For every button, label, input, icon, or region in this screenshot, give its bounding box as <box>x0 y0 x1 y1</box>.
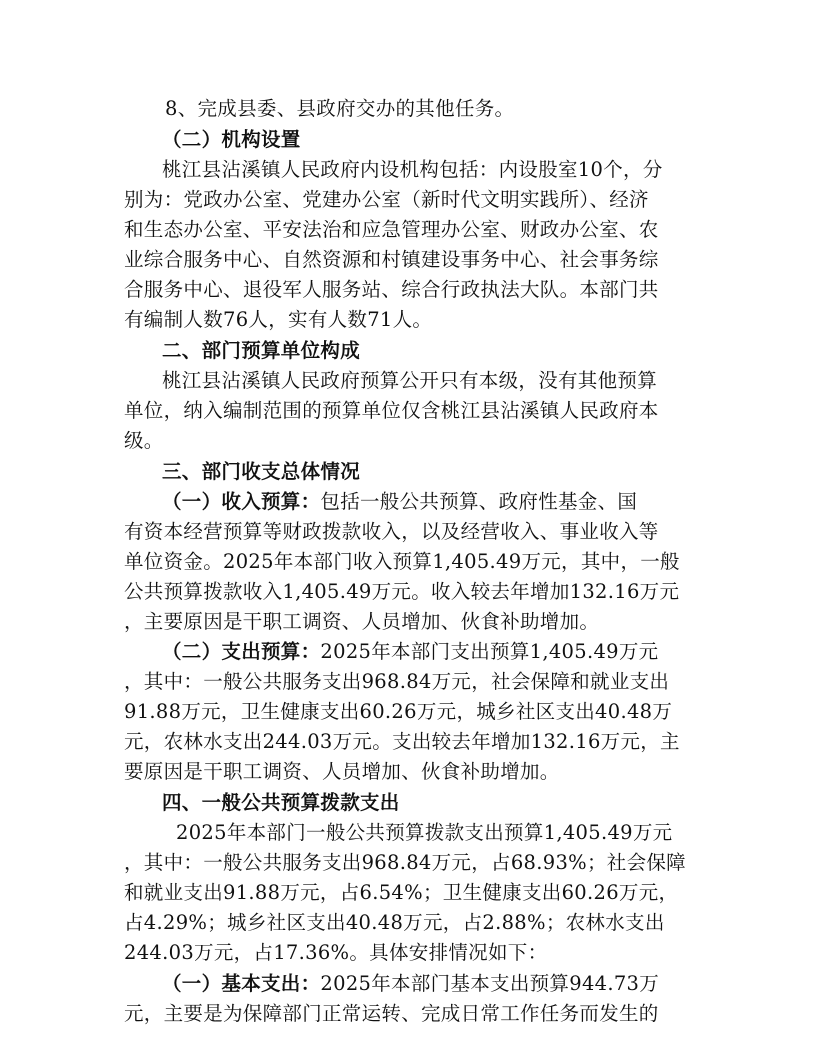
text-line <box>124 246 659 274</box>
text-line <box>124 879 678 907</box>
text-run: 占4.29%；城乡社区支出40.48万元，占2.88%；农林水支出 <box>124 911 665 934</box>
text-run: 有资本经营预算等财政拨款收入，以及经营收入、事业收入等 <box>124 520 659 543</box>
text-line <box>124 728 680 756</box>
text-line <box>124 758 560 786</box>
section-heading <box>162 337 360 365</box>
text-line <box>124 427 164 455</box>
text-run: 元，农林水支出244.03万元。支出较去年增加132.16万元，主 <box>124 730 680 753</box>
inline-heading: （一）基本支出： <box>162 972 321 995</box>
text-line <box>162 488 637 516</box>
text-line <box>124 306 432 334</box>
section-heading <box>162 458 360 486</box>
text-run: 级。 <box>124 429 164 452</box>
text-run: 244.03万元，占17.36%。具体安排情况如下： <box>124 941 548 964</box>
text-run: 桃江县沾溪镇人民政府内设机构包括：内设股室10个，分 <box>162 158 663 181</box>
text-run: ，其中：一般公共服务支出968.84万元，占68.93%；社会保障 <box>124 851 686 874</box>
text-line <box>162 156 663 184</box>
heading-text: （二）机构设置 <box>162 128 301 151</box>
text-run: 2025年本部门基本支出预算944.73万 <box>320 972 660 995</box>
heading-text: 三、部门收支总体情况 <box>162 460 361 483</box>
text-line <box>124 518 659 546</box>
text-run: 单位资金。2025年本部门收入预算1,405.49万元，其中，一般 <box>124 550 680 573</box>
text-line <box>124 698 672 726</box>
text-run: ，主要原因是干职工调资、人员增加、伙食补助增加。 <box>124 610 600 633</box>
section-heading <box>162 789 400 817</box>
text-line <box>124 186 649 214</box>
text-line <box>165 95 514 123</box>
section-heading <box>162 126 301 154</box>
text-line <box>124 668 669 696</box>
text-run: 业综合服务中心、自然资源和村镇建设事务中心、社会事务综 <box>124 248 659 271</box>
text-run: 公共预算拨款收入1,405.49万元。收入较去年增加132.16万元 <box>124 580 680 603</box>
text-run: 桃江县沾溪镇人民政府预算公开只有本级，没有其他预算 <box>162 369 658 392</box>
text-run: 8、完成县委、县政府交办的其他任务。 <box>165 97 515 120</box>
text-line <box>124 397 659 425</box>
text-run: 合服务中心、退役军人服务站、综合行政执法大队。本部门共 <box>124 278 659 301</box>
text-line <box>162 367 657 395</box>
text-line <box>162 638 658 666</box>
heading-text: 二、部门预算单位构成 <box>162 339 361 362</box>
text-run: 2025年本部门一般公共预算拨款支出预算1,405.49万元 <box>176 821 673 844</box>
text-line <box>124 909 665 937</box>
text-run: 91.88万元，卫生健康支出60.26万元，城乡社区支出40.48万 <box>124 700 673 723</box>
text-run: 元，主要是为保障部门正常运转、完成日常工作任务而发生的 <box>124 1002 659 1025</box>
text-line <box>162 970 659 998</box>
text-run: 包括一般公共预算、政府性基金、国 <box>320 490 638 513</box>
text-line <box>124 216 659 244</box>
text-run: 有编制人数76人，实有人数71人。 <box>124 308 433 331</box>
text-line <box>124 849 686 877</box>
text-line <box>124 939 547 967</box>
text-line <box>176 819 672 847</box>
text-run: 和就业支出91.88万元，占6.54%；卫生健康支出60.26万元， <box>124 881 679 904</box>
inline-heading: （一）收入预算： <box>162 490 321 513</box>
text-run: 和生态办公室、平安法治和应急管理办公室、财政办公室、农 <box>124 218 659 241</box>
text-run: ，其中：一般公共服务支出968.84万元，社会保障和就业支出 <box>124 670 670 693</box>
heading-text: 四、一般公共预算拨款支出 <box>162 791 400 814</box>
text-run: 别为：党政办公室、党建办公室（新时代文明实践所）、经济 <box>124 188 649 211</box>
text-line <box>124 578 679 606</box>
text-run: 要原因是干职工调资、人员增加、伙食补助增加。 <box>124 760 560 783</box>
text-run: 2025年本部门支出预算1,405.49万元 <box>320 640 659 663</box>
text-line <box>124 1000 659 1028</box>
text-line <box>124 608 599 636</box>
text-run: 单位，纳入编制范围的预算单位仅含桃江县沾溪镇人民政府本 <box>124 399 659 422</box>
text-line <box>124 548 680 576</box>
text-line <box>124 276 659 304</box>
inline-heading: （二）支出预算： <box>162 640 321 663</box>
